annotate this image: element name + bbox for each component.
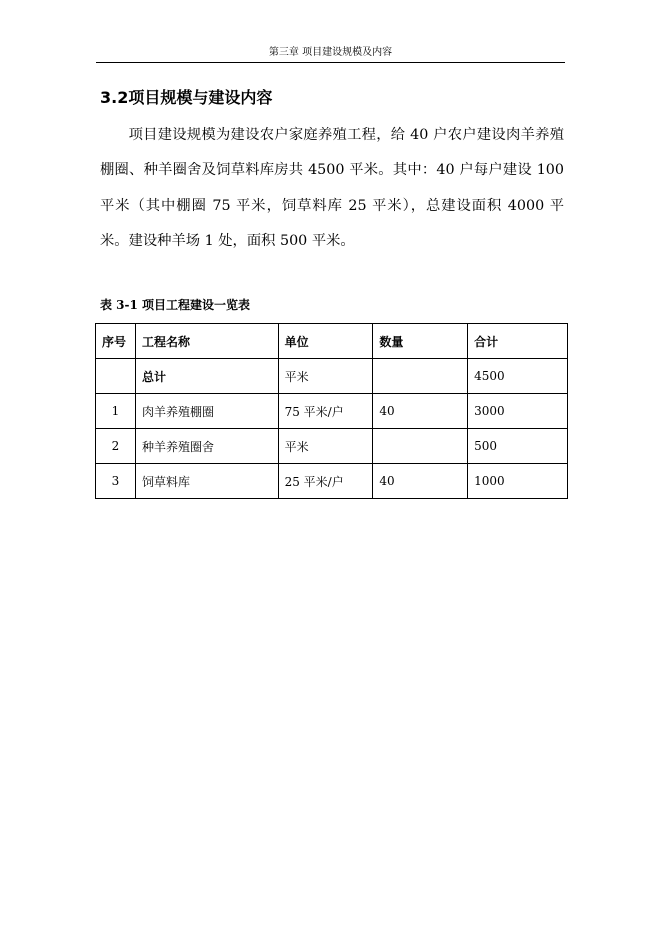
cell-no: [96, 359, 136, 394]
cell-total: 3000: [468, 394, 568, 429]
page-header: [96, 44, 565, 63]
section-title: 3.2项目规模与建设内容: [100, 88, 273, 107]
cell-name: 饲草料库: [135, 464, 278, 499]
body-paragraph: 项目建设规模为建设农户家庭养殖工程，给 40 户农户建设肉羊养殖棚圈、种羊圈舍及饲草料库房共 4500 平米。其中：40 户每户建设 100 平米（其中棚圈 75 平米，饲草料库 25 平米），总建设面积 4000 平米。建设种羊场 1 处，面积 500 平米。: [100, 127, 564, 249]
cell-qty: [373, 359, 468, 394]
cell-total: 1000: [468, 464, 568, 499]
cell-qty: [373, 429, 468, 464]
col-header-total: 合计: [468, 324, 568, 359]
header-text: 第三章 项目建设规模及内容: [268, 47, 393, 58]
col-header-no: 序号: [96, 324, 136, 359]
table-row: [96, 359, 568, 394]
table-header-row: [96, 324, 568, 359]
project-table: [95, 323, 568, 499]
col-header-qty: 数量: [373, 324, 468, 359]
cell-no: 3: [96, 464, 136, 499]
col-header-unit: 单位: [278, 324, 373, 359]
cell-total: 4500: [468, 359, 568, 394]
cell-name: 种羊养殖圈舍: [135, 429, 278, 464]
col-header-name: 工程名称: [135, 324, 278, 359]
cell-qty: 40: [373, 394, 468, 429]
cell-unit: 75 平米/户: [278, 394, 373, 429]
table-row: [96, 464, 568, 499]
cell-no: 1: [96, 394, 136, 429]
cell-total: 500: [468, 429, 568, 464]
table-row: [96, 429, 568, 464]
cell-name: 肉羊养殖棚圈: [135, 394, 278, 429]
table-row: [96, 394, 568, 429]
cell-unit: 平米: [278, 359, 373, 394]
cell-no: 2: [96, 429, 136, 464]
cell-qty: 40: [373, 464, 468, 499]
cell-name: 总计: [135, 359, 278, 394]
cell-unit: 平米: [278, 429, 373, 464]
table-caption: 表 3-1 项目工程建设一览表: [100, 298, 251, 312]
cell-unit: 25 平米/户: [278, 464, 373, 499]
